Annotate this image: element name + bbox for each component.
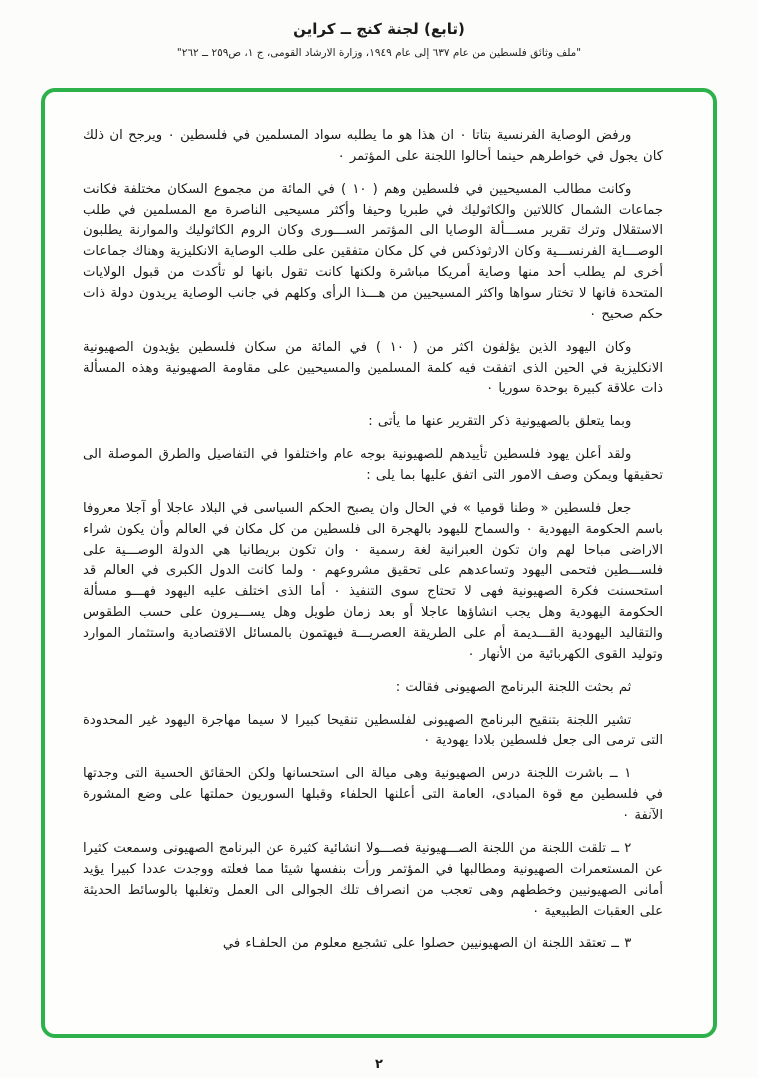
page-title: (تابع) لجنة كنج ــ كراين xyxy=(293,20,465,38)
paragraph: ٢ ــ تلقت اللجنة من اللجنة الصـــهيونية فصـــولا انشائية كثيرة عن البرنامج الصهيونى وسمعت كثيرا عن المستعمرات الصهيونية ومطالبها في المؤتمر ورأت بنفسها شيئا مما فعلته ووجدت عددا كبيرا يؤيد أمانى الصهيونيين وخططهم وهى تعجب من انصراف تلك الجوالى الى العمل وتغلبها بالوسائط الحديثة على العقبات الطبيعية ٠ xyxy=(83,840,663,919)
paragraph: ٣ ــ تعتقد اللجنة ان الصهيونيين حصلوا على تشجيع معلوم من الحلفـاء في xyxy=(222,936,632,952)
paragraph: ولقد أعلن يهود فلسطين تأييدهم للصهيونية بوجه عام واختلفوا في التفاصيل والطرق الموصلة الى تحقيقها ويمكن وصف الامور التى اتفق عليها بما يلى : xyxy=(83,447,663,484)
paragraph: جعل فلسطين « وطنا قوميا » في الحال وان يصبح الحكم السياسى في البلاد عاجلا أو آجلا معروفا باسم الحكومة اليهودية ٠ والسماح لليهود بالهجرة الى فلسطين من كل مكان في العالم وأن يكون شراء الاراضى مباحا لهم وان تكون العبرانية لغة رسمية ٠ وان تكون بريطانيا هي الدولة الوصـــية على فلســـطين فتحمى اليهود وتساعدهم على تحقيق مشروعهم ٠ ولما كانت الدول الكبرى في العالم قد استحسنت فكرة الصهيونية فهى لا تحتاج سوى التنفيذ ٠ أما الذى اختلف عليه اليهود فهـــو مسألة الحكومة اليهودية وهل يجب انشاؤها عاجلا أو بعد زمان طويل وهل يســـيرون على حسب الطقوس والتقاليد اليهودية القـــديمة أم على الطريقة العصريـــة فيهتمون بالمسائل الاقتصادية واستثمار الموارد وتوليد القوى الكهربائية من الأنهار ٠ xyxy=(83,500,664,662)
paragraph: ١ ــ باشرت اللجنة درس الصهيونية وهى ميالة الى استحسانها ولكن الحقائق الحسية التى وجدتها في فلسطين مع قوة المبادى، العامة التى أعلنها الحلفاء وقبلها السوريون حملتها على وضع المشورة الآنفة ٠ xyxy=(83,766,663,824)
paragraph: ثم بحثت اللجنة البرنامج الصهيونى فقالت : xyxy=(395,679,632,695)
paragraph: ورفض الوصاية الفرنسية بتاتا ٠ ان هذا هو ما يطلبه سواد المسلمين في فلسطين ٠ ويرجح ان ذلك كان يجول في خواطرهم حينما أحالوا اللجنة على المؤتمر ٠ xyxy=(83,128,663,164)
page-header xyxy=(0,0,758,59)
paragraph: وبما يتعلق بالصهيونية ذكر التقرير عنها ما يأتى : xyxy=(368,414,632,430)
source-line: "ملف وثائق فلسطين من عام ٦٣٧ إلى عام ١٩٤٩، وزارة الارشاد القومى، ج ١، ص٢٥٩ ــ ٢٦٢" xyxy=(176,47,582,59)
page-number: ٢ xyxy=(375,1057,383,1072)
paragraph: وكان اليهود الذين يؤلفون اكثر من ( ١٠ ) في المائة من سكان فلسطين يؤيدون الصهيونية الانكليزية في الحين الذى اتفقت فيه كلمة المسلمين والمسيحيين على مقاومة الصهيونية وهذه المسألة ذات علاقة كبيرة بوحدة سوريا ٠ xyxy=(83,339,663,397)
paragraph: تشير اللجنة بتنقيح البرنامج الصهيونى لفلسطين تنقيحا كبيرا لا سيما مهاجرة اليهود غير المحدودة التى ترمى الى جعل فلسطين بلادا يهودية ٠ xyxy=(83,712,663,749)
paragraph: وكانت مطالب المسيحيين في فلسطين وهم ( ١٠ ) في المائة من مجموع السكان مختلفة فكانت جماعات الشمال كاللاتين والكاثوليك في طبريا وحيفا وأكثر مسيحيى الناصرة مع المسلمين في طلب الاستقلال وترك تقرير مســـألة الوصايا الى المؤتمر الســـورى وكان الروم الكاثوليك والموارنة يطلبون الوصـــاية الفرنســـية وكان الارثوذكس في كل مكان متفقين على طلب الوصاية الانكليزية وهناك جماعات أخرى لم يطلب أحد منها وصاية أمريكا مباشرة ولكنها كانت تقول بانها لو تأكدت من قبول الولايات المتحدة فانها لا تختار سواها واكثر المسيحيين من هـــذا الرأى وكلهم في جانب الوصاية يريدون دولة ذات حكم صحيح ٠ xyxy=(83,181,663,322)
content-border-box xyxy=(41,88,717,1038)
